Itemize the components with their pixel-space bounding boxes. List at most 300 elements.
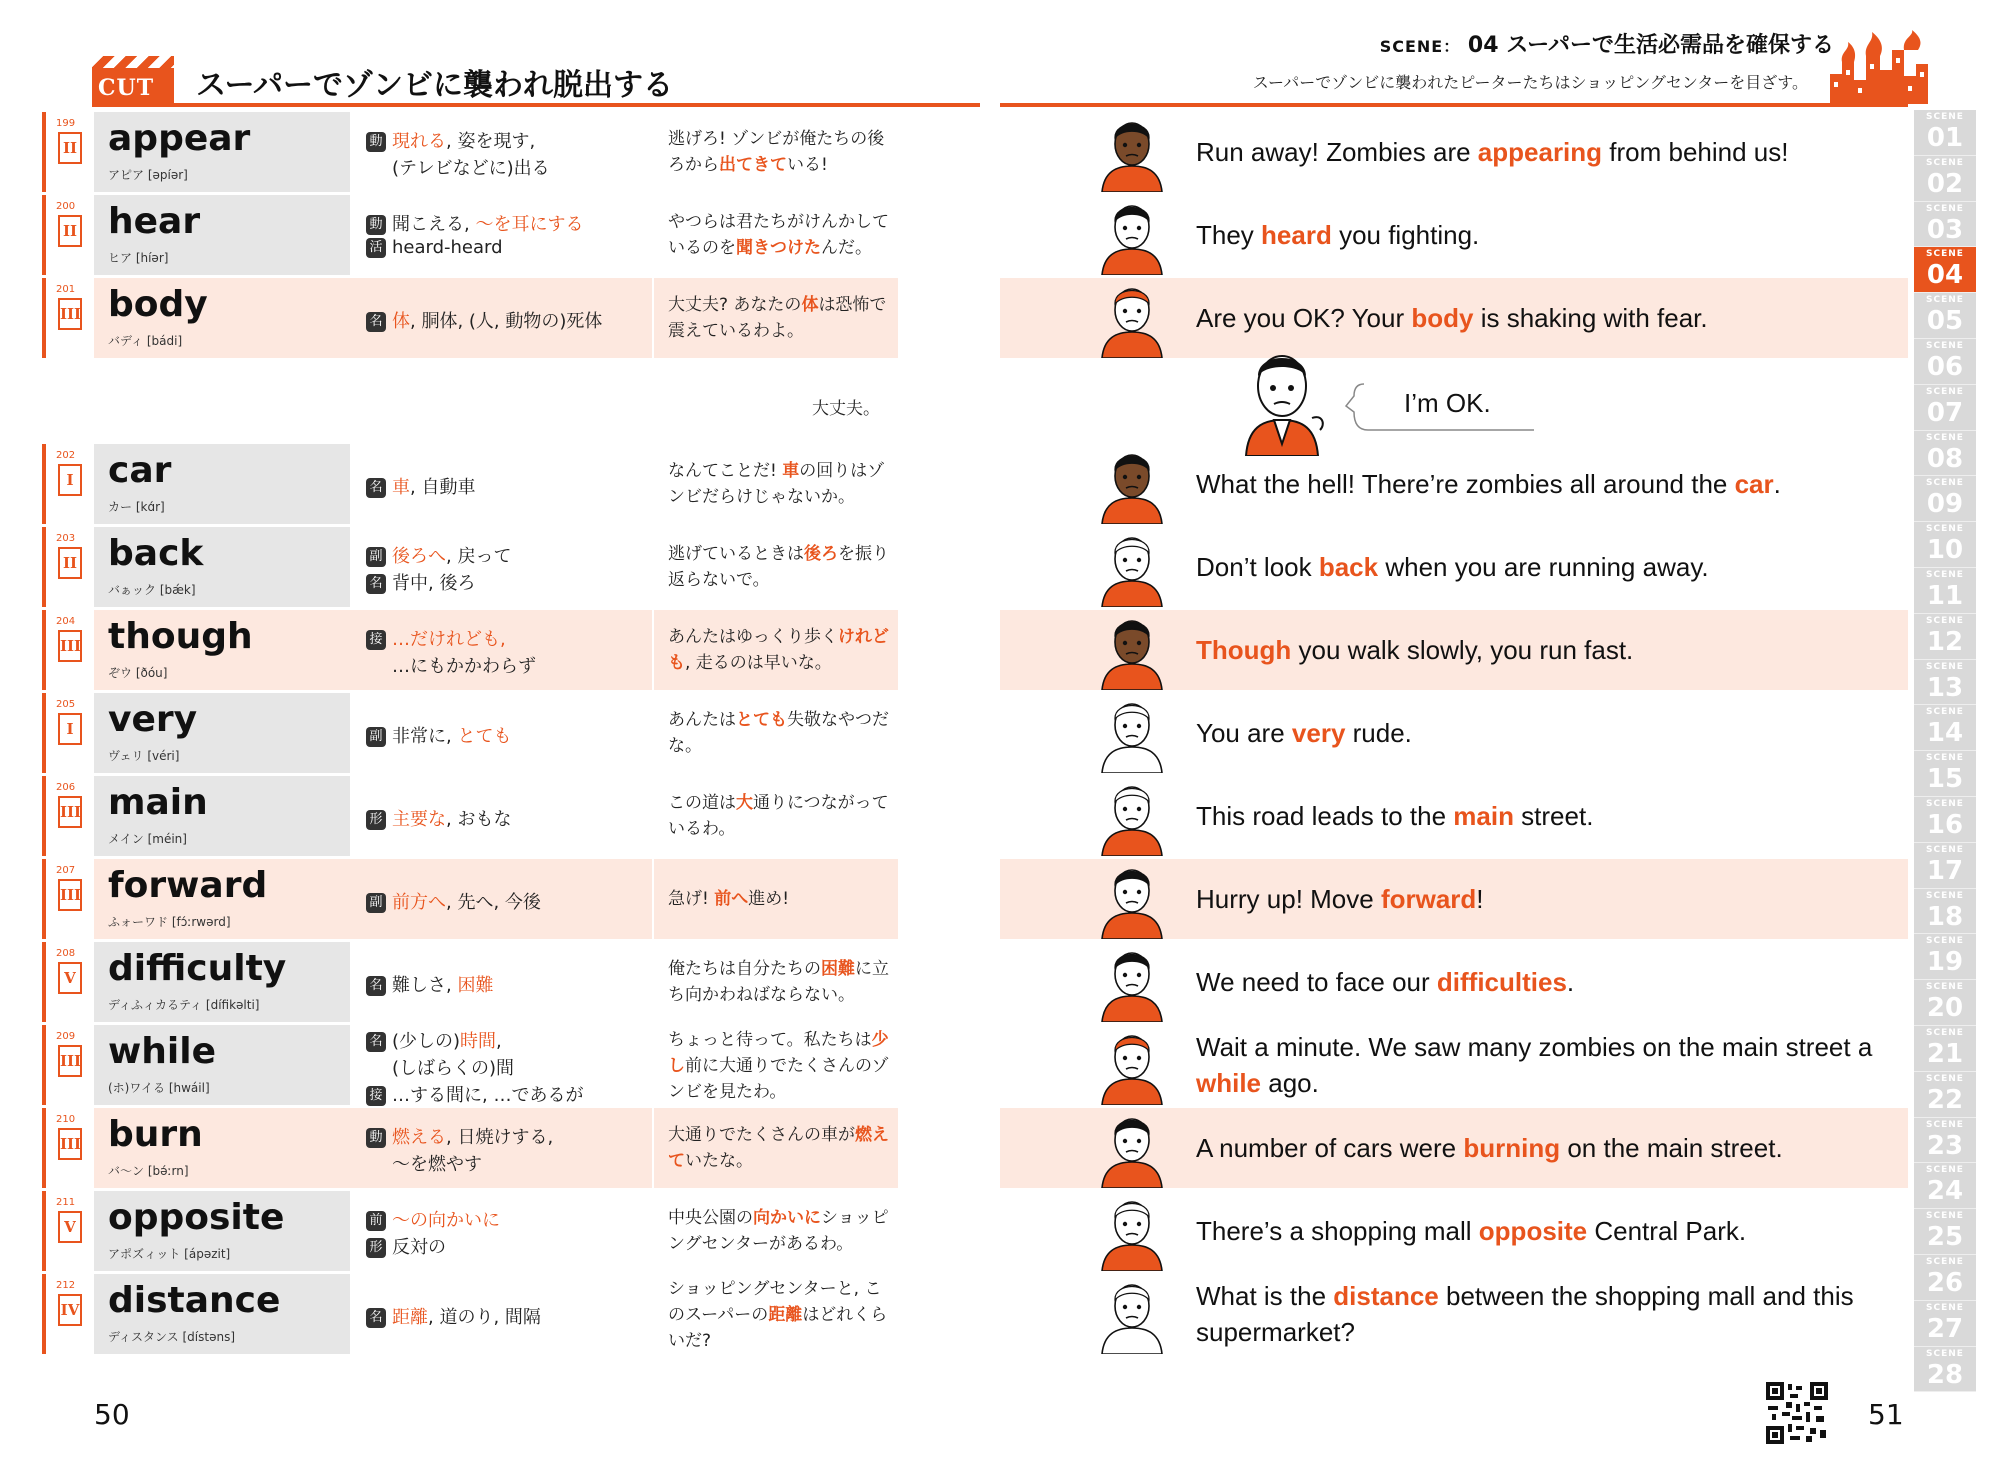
tab-label: SCENE [1926,753,1964,764]
example-sentence-jp [668,790,894,842]
sentence-row [1000,1025,1908,1105]
vocab-word: though [108,616,253,657]
tab-scene-02[interactable] [1914,156,1976,202]
row-accent-bar [42,527,46,607]
tab-number: 16 [1926,809,1964,840]
pronunciation: ヴェリ [véri] [108,749,180,763]
level-badge: III [58,630,82,662]
tab-scene-11[interactable] [1914,568,1976,614]
text-part: 中央公園の [668,1208,753,1228]
tab-scene-08[interactable] [1914,431,1976,477]
vocab-word: appear [108,118,251,159]
word-row [42,112,982,192]
example-sentence-en [1196,942,1886,1022]
definition-line [366,127,535,153]
text-part: , [496,1031,502,1052]
level-badge: III [58,879,82,911]
tab-label: SCENE [1926,1073,1964,1084]
cut-label: CUT [98,75,155,101]
part-of-speech-badge: 名 [366,976,386,996]
definition-line [366,210,583,236]
tab-number: 22 [1926,1084,1964,1115]
text-part: 急げ! [668,889,715,909]
level-badge: II [58,132,82,164]
example-sentence-en [1196,693,1886,773]
sentence-pre: Are you OK? Your [1196,303,1412,333]
example-sentence-jp [668,458,894,510]
sentence-row [1000,942,1908,1022]
left-divider [92,103,980,107]
text-part: 背中, 後ろ [392,573,476,594]
definition-line [366,625,506,651]
tab-scene-26[interactable] [1914,1255,1976,1301]
highlight-text: 燃えて [668,1125,889,1171]
sentence-pre: Run away! Zombies are [1196,137,1478,167]
word-number-cell [42,859,92,939]
highlight-text: 体 [801,295,819,315]
word-number-cell [42,112,92,192]
text-part: 大通りでたくさんの車が [668,1125,855,1145]
scene-heading-number: 04 [1467,33,1499,58]
pronunciation: バ〜ン [bə́ːrn] [108,1164,189,1178]
row-accent-bar [42,1191,46,1271]
text-part: , 先へ, 今後 [446,892,541,913]
hero-character-icon [1236,344,1328,456]
sentence-highlight: difficulties [1436,967,1567,997]
text-part: いる! [787,155,828,175]
tab-number: 25 [1926,1222,1964,1253]
word-cell [94,859,350,939]
tab-scene-20[interactable] [1914,980,1976,1026]
word-row [42,527,982,607]
definition-cell [350,693,652,773]
text-part: ショッピングセンターがあるわ。 [668,1208,889,1254]
sentence-post: street. [1513,801,1594,831]
tab-number: 05 [1926,306,1964,337]
tab-scene-24[interactable] [1914,1163,1976,1209]
example-sentence-en [1196,1025,1886,1105]
example-sentence-en [1196,1108,1886,1188]
tab-scene-17[interactable] [1914,843,1976,889]
text-part: , 走るのは早いな。 [685,653,832,673]
definition-cell [350,610,652,690]
example-cell [654,1191,898,1271]
example-sentence-jp [668,956,894,1008]
right-divider [1000,103,1908,107]
example-cell [654,859,898,939]
example-sentence-jp [668,886,894,912]
tab-label: SCENE [1926,112,1964,122]
tab-scene-07[interactable] [1914,385,1976,431]
word-index: 201 [56,284,76,295]
character-dark-icon [1096,614,1168,690]
character-blonde-icon [1096,780,1168,856]
sentence-row [1000,278,1908,358]
word-row [42,610,982,690]
tab-number: 24 [1926,1176,1964,1207]
word-index: 202 [56,450,76,461]
word-cell [94,195,350,275]
text-part: ショッピングセンターと, このスーパーの [668,1279,882,1325]
part-of-speech-badge: 活 [366,238,386,258]
character-old-icon [1096,1278,1168,1354]
sentence-pre: A number of cars were [1196,1133,1464,1163]
character-hero-icon [1096,946,1168,1022]
sentence-text [1196,217,1479,253]
definition-line [366,1027,502,1053]
part-of-speech-badge: 形 [366,1238,386,1258]
level-badge: II [58,547,82,579]
scene-heading-title: スーパーで生活必需品を確保する [1506,33,1834,58]
highlight-text: 前へ [714,889,749,909]
example-sentence-jp [668,292,894,344]
text-part: ちょっと待って。私たちは [668,1030,872,1050]
tab-scene-06[interactable] [1914,339,1976,385]
character-blonde-icon [1096,531,1168,607]
character-blonde-icon [1096,1195,1168,1271]
highlight-text: とても [736,710,787,730]
vocab-word: hear [108,201,201,242]
scene-heading-label: SCENE： [1379,37,1461,56]
word-cell [94,1274,350,1354]
tab-number: 19 [1926,947,1964,978]
part-of-speech-badge: 名 [366,1032,386,1052]
example-sentence-en [1196,527,1886,607]
example-sentence-jp [668,1205,894,1257]
tab-label: SCENE [1926,1165,1964,1176]
sentence-text [1196,1130,1783,1166]
tab-number: 03 [1926,214,1964,245]
vocab-word: difficulty [108,948,287,989]
character-hero-icon [1096,199,1168,275]
tab-scene-14[interactable] [1914,705,1976,751]
sentence-highlight: heard [1261,220,1332,250]
word-number-cell [42,1191,92,1271]
pronunciation: ぞウ [ðóu] [108,666,168,680]
sentence-highlight: Though [1196,635,1292,665]
sentence-post: from behind us! [1602,137,1789,167]
tab-scene-09[interactable] [1914,476,1976,522]
vocab-word: opposite [108,1197,285,1238]
sentence-post: ! [1476,884,1484,914]
tab-scene-13[interactable] [1914,660,1976,706]
tab-scene-22[interactable] [1914,1072,1976,1118]
tab-label: SCENE [1926,707,1964,718]
text-part: heard-heard [392,237,503,258]
row-accent-bar [42,278,46,358]
sentence-pre: You are [1196,718,1292,748]
character-hero-icon [1096,863,1168,939]
text-part: , 自動車 [410,477,476,498]
sentence-text [1196,300,1708,336]
definition-line [366,542,511,568]
highlight-text: 時間 [460,1031,497,1052]
tab-scene-04[interactable] [1914,247,1976,293]
word-cell [94,942,350,1022]
highlight-text: 後ろ [804,544,838,564]
part-of-speech-badge: 前 [366,1211,386,1231]
example-sentence-en [1196,859,1886,939]
definition-cell [350,195,652,275]
tab-label: SCENE [1926,1211,1964,1222]
tab-scene-25[interactable] [1914,1209,1976,1255]
sentence-text [1196,964,1574,1000]
sentence-pre: There’s a shopping mall [1196,1216,1479,1246]
sentence-highlight: car [1734,469,1774,499]
definition-line [366,1206,500,1232]
sentence-post: is shaking with fear. [1473,303,1708,333]
tab-number: 12 [1926,626,1964,657]
vocab-word: burn [108,1114,203,1155]
definition-cell [350,527,652,607]
highlight-text: 困難 [457,975,494,996]
text-part: (しばらくの)間 [392,1058,515,1079]
word-cell [94,112,350,192]
sentence-row [1000,195,1908,275]
word-index: 207 [56,865,76,876]
level-badge: III [58,796,82,828]
tab-scene-10[interactable] [1914,522,1976,568]
definition-cell [350,1025,652,1105]
sentence-post: ago. [1261,1068,1319,1098]
text-part: は恐怖で震えているわよ。 [668,295,887,341]
tab-scene-28[interactable] [1914,1347,1976,1393]
example-cell [654,776,898,856]
page-number-right: 51 [1868,1398,1904,1431]
row-accent-bar [42,1025,46,1105]
highlight-text: 体 [392,311,410,332]
scene-heading [1380,28,1834,59]
character-old-icon [1096,697,1168,773]
vocab-word: back [108,533,204,574]
sentence-row [1000,859,1908,939]
sentence-pre: They [1196,220,1262,250]
word-row [42,776,982,856]
character-dark-icon [1096,116,1168,192]
text-part: , 戻って [446,546,512,567]
sentence-pre: We need to face our [1196,967,1437,997]
example-sentence-jp [668,126,894,178]
vocab-word: body [108,284,208,325]
tab-label: SCENE [1926,569,1964,580]
example-cell [654,444,898,524]
tab-number: 06 [1926,351,1964,382]
text-part: 逃げろ! ゾンビが俺たちの後ろから [668,129,885,175]
sentence-row [1000,776,1908,856]
highlight-text: 距離 [768,1305,803,1325]
word-row [42,859,982,939]
sentence-text [1196,466,1781,502]
definition-line [366,722,511,748]
text-part: を振り返らないで。 [668,544,889,590]
word-row [42,195,982,275]
sentence-highlight: appearing [1477,137,1603,167]
tab-number: 07 [1926,397,1964,428]
level-badge: III [58,1128,82,1160]
tab-number: 13 [1926,672,1964,703]
word-index: 210 [56,1114,76,1125]
sentence-post: . [1773,469,1781,499]
tab-number: 10 [1926,535,1964,566]
part-of-speech-badge [366,1155,386,1175]
definition-line [366,1150,482,1176]
example-cell [654,1274,898,1354]
text-part: なんてことだ! [668,461,783,481]
clapperboard-icon [92,56,174,68]
text-part: (テレビなどに)出る [392,158,550,179]
sentence-highlight: opposite [1478,1216,1588,1246]
highlight-text: 現れる [392,131,446,152]
text-part: 〜を燃やす [392,1154,482,1175]
text-part: , おもな [446,809,512,830]
sentence-post: between the shopping mall and this supermarket? [1196,1281,1854,1347]
text-part: 前に大通りでたくさんのゾンビを見たわ。 [668,1056,889,1102]
word-index: 208 [56,948,76,959]
tab-scene-27[interactable] [1914,1301,1976,1347]
highlight-text: 〜を耳にする [475,214,584,235]
text-part: に立ち向かわねばならない。 [668,959,889,1005]
character-woman-icon [1096,1029,1168,1105]
tab-label: SCENE [1926,1348,1964,1359]
vocab-word: very [108,699,198,740]
example-sentence-en [1196,112,1886,192]
example-cell [654,1025,898,1105]
word-number-cell [42,278,92,358]
sentence-text [1196,1278,1886,1350]
word-row [42,942,982,1022]
word-row [42,693,982,773]
part-of-speech-badge: 名 [366,478,386,498]
text-part: , 日焼けする, [446,1127,554,1148]
text-part: 進め! [748,889,790,909]
sentence-post: you walk slowly, you run fast. [1291,635,1634,665]
highlight-text: 距離 [392,1307,428,1328]
tab-scene-03[interactable] [1914,202,1976,248]
highlight-text: 少し [668,1030,889,1076]
word-number-cell [42,1108,92,1188]
sentence-row [1000,112,1908,192]
sentence-text [1196,549,1709,585]
sentence-text [1196,632,1633,668]
sentence-highlight: very [1291,718,1346,748]
row-accent-bar [42,776,46,856]
definition-line [366,1123,553,1149]
cut-title: スーパーでゾンビに襲われ脱出する [196,68,673,103]
sentence-text [1196,134,1788,170]
text-part: …する間に, …であるが [392,1085,584,1106]
pronunciation: (ホ)ワイる [hwáil] [108,1081,210,1095]
sentence-row [1000,444,1908,524]
qr-code-icon[interactable] [1766,1382,1828,1444]
part-of-speech-badge: 接 [366,1086,386,1106]
highlight-text: 向かいに [753,1208,821,1228]
row-accent-bar [42,195,46,275]
tab-number: 01 [1926,123,1964,153]
word-cell [94,1025,350,1105]
highlight-text: …だけれども, [392,629,506,650]
word-cell [94,527,350,607]
highlight-text: 燃える [392,1127,446,1148]
tab-scene-18[interactable] [1914,889,1976,935]
row-accent-bar [42,859,46,939]
definition-line [366,569,475,595]
tab-number: 26 [1926,1267,1964,1298]
word-number-cell [42,776,92,856]
text-part: あんたはゆっくり歩く [668,627,838,647]
definition-line [366,1303,541,1329]
tab-label: SCENE [1926,249,1964,260]
pronunciation: ディふィカるティ [dífikəlti] [108,998,260,1012]
vocab-word: main [108,782,208,823]
tab-scene-21[interactable] [1914,1026,1976,1072]
highlight-text: 〜の向かいに [392,1210,500,1231]
cut-badge [92,56,174,106]
tab-label: SCENE [1926,1256,1964,1267]
sentence-pre: What the hell! There’re zombies all around the [1196,469,1735,499]
tab-number: 15 [1926,764,1964,795]
text-part: 大丈夫? あなたの [668,295,802,315]
word-row [42,1108,982,1188]
tab-scene-16[interactable] [1914,797,1976,843]
row-accent-bar [42,610,46,690]
tab-scene-05[interactable] [1914,293,1976,339]
page-number-left: 50 [94,1398,130,1431]
tab-scene-19[interactable] [1914,934,1976,980]
word-cell [94,693,350,773]
example-sentence-en [1196,195,1886,275]
row-accent-bar [42,942,46,1022]
pronunciation: カー [kɑ́r] [108,500,165,514]
example-sentence-jp [668,1122,894,1174]
word-number-cell [42,1025,92,1105]
tab-scene-12[interactable] [1914,614,1976,660]
word-number-cell [42,693,92,773]
tab-scene-23[interactable] [1914,1118,1976,1164]
word-index: 203 [56,533,76,544]
part-of-speech-badge [366,159,386,179]
character-woman-icon [1096,282,1168,358]
level-badge: IV [58,1294,82,1326]
vocab-word: car [108,450,172,491]
tab-scene-01[interactable] [1914,110,1976,156]
example-sentence-en [1196,444,1886,524]
definition-cell [350,1274,652,1354]
word-row [42,1191,982,1271]
tab-number: 09 [1926,489,1964,520]
word-row [42,1274,982,1354]
tab-scene-15[interactable] [1914,751,1976,797]
definition-line [366,888,541,914]
word-index: 211 [56,1197,76,1208]
level-badge: II [58,215,82,247]
word-cell [94,1108,350,1188]
example-sentence-en [1196,1191,1886,1271]
part-of-speech-badge: 接 [366,630,386,650]
example-sentence-jp [668,624,894,676]
sentence-pre: Hurry up! Move [1196,884,1381,914]
sentence-row [1000,1274,1908,1354]
word-number-cell [42,195,92,275]
tab-label: SCENE [1926,1027,1964,1038]
sentence-post: . [1566,967,1575,997]
highlight-text: 前方へ [392,892,446,913]
row-accent-bar [42,1108,46,1188]
example-sentence-jp [668,707,894,759]
definition-line [366,1054,514,1080]
level-badge: III [58,1045,82,1077]
text-part: 通りにつながっているわ。 [668,793,889,839]
definition-cell [350,278,652,358]
